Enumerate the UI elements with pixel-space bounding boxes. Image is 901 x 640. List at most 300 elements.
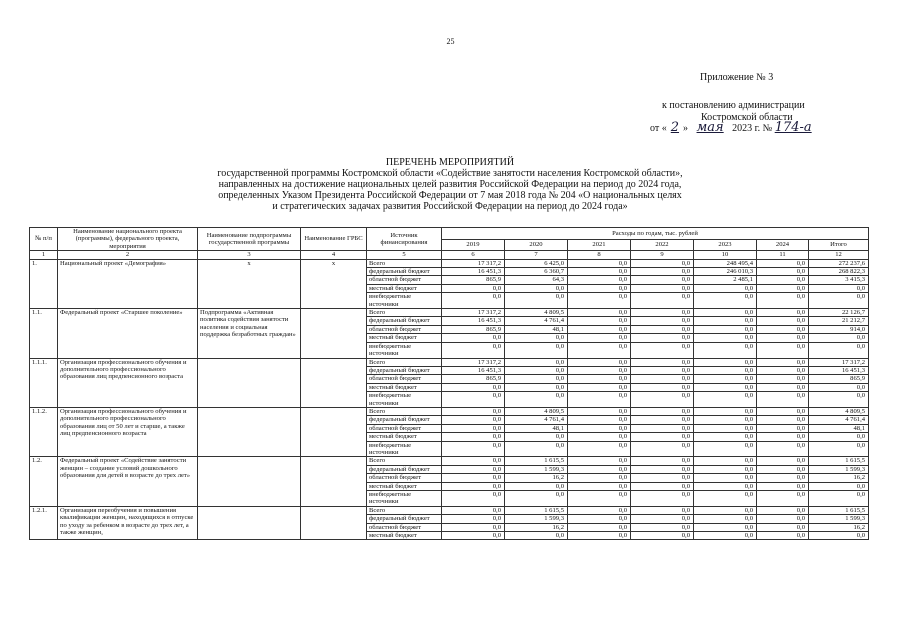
- expense-value: 64,3: [505, 276, 568, 284]
- grbs-name: [301, 457, 367, 506]
- expense-value: 0,0: [757, 276, 809, 284]
- expense-value: 0,0: [631, 284, 694, 292]
- funding-source: федеральный бюджет: [367, 416, 442, 424]
- expense-value: 0,0: [757, 392, 809, 408]
- funding-source: местный бюджет: [367, 284, 442, 292]
- funding-source: федеральный бюджет: [367, 268, 442, 276]
- expense-value: 4 809,5: [505, 407, 568, 415]
- measure-name: Организация профессионального обучения и дополнительного профессионального образования лиц предпенсионного возраста: [58, 358, 198, 407]
- funding-source: Всего: [367, 407, 442, 415]
- expense-value: 0,0: [631, 433, 694, 441]
- funding-source: областной бюджет: [367, 276, 442, 284]
- expense-value: 0,0: [631, 474, 694, 482]
- expense-value: 0,0: [568, 424, 631, 432]
- expense-value: 0,0: [568, 259, 631, 267]
- expense-value: 0,0: [631, 506, 694, 514]
- expense-value: 865,9: [809, 375, 869, 383]
- expense-value: 0,0: [809, 284, 869, 292]
- expense-value: 0,0: [505, 441, 568, 457]
- header-expenses: Расходы по годам, тыс. рублей: [442, 228, 869, 240]
- expense-value: 0,0: [694, 293, 757, 309]
- expense-value: 0,0: [442, 424, 505, 432]
- expense-value: 0,0: [809, 433, 869, 441]
- funding-source: внебюджетные источники: [367, 392, 442, 408]
- title-line-3: определенных Указом Президента Российской Федерации от 7 мая 2018 года № 204 «О национальных целях: [218, 190, 682, 201]
- expense-value: 0,0: [694, 309, 757, 317]
- expense-value: 0,0: [631, 424, 694, 432]
- expense-value: 0,0: [631, 268, 694, 276]
- expense-value: 21 212,7: [809, 317, 869, 325]
- expense-value: 0,0: [631, 259, 694, 267]
- funding-source: Всего: [367, 506, 442, 514]
- expense-value: 0,0: [631, 416, 694, 424]
- expense-value: 0,0: [568, 532, 631, 540]
- expense-value: 16 451,3: [442, 366, 505, 374]
- expense-value: 4 809,5: [505, 309, 568, 317]
- expense-value: 0,0: [631, 375, 694, 383]
- funding-source: федеральный бюджет: [367, 317, 442, 325]
- header-year: 2019: [442, 239, 505, 251]
- column-number: 7: [505, 251, 568, 259]
- expense-value: 0,0: [757, 441, 809, 457]
- expense-value: 0,0: [694, 383, 757, 391]
- funding-source: местный бюджет: [367, 532, 442, 540]
- header-year: 2023: [694, 239, 757, 251]
- expense-value: 2 485,1: [694, 276, 757, 284]
- expense-value: 4 809,5: [809, 407, 869, 415]
- expense-value: 0,0: [757, 407, 809, 415]
- expense-value: 0,0: [809, 491, 869, 507]
- expense-value: 0,0: [505, 342, 568, 358]
- expense-value: 17 317,2: [809, 358, 869, 366]
- expense-value: 0,0: [809, 441, 869, 457]
- expense-value: 0,0: [757, 358, 809, 366]
- expense-value: 0,0: [694, 325, 757, 333]
- header-name: Наименование национального проекта (программы), федерального проекта, мероприятия: [58, 228, 198, 251]
- expense-value: 0,0: [442, 441, 505, 457]
- expense-value: 0,0: [631, 383, 694, 391]
- expense-value: 0,0: [442, 482, 505, 490]
- expense-value: 0,0: [757, 317, 809, 325]
- expense-value: 248 495,4: [694, 259, 757, 267]
- expense-value: 16,2: [505, 474, 568, 482]
- subprogram-name: Подпрограмма «Активная политика содействия занятости населения и социальная поддержка безработных граждан»: [198, 309, 301, 358]
- expense-value: 0,0: [757, 532, 809, 540]
- date-prefix: от «: [650, 123, 667, 134]
- expense-value: 0,0: [694, 457, 757, 465]
- annex-title: Приложение № 3: [700, 72, 774, 83]
- expense-value: 0,0: [631, 293, 694, 309]
- column-number: 3: [198, 251, 301, 259]
- column-number: 9: [631, 251, 694, 259]
- expense-value: 0,0: [568, 334, 631, 342]
- expense-value: 0,0: [568, 416, 631, 424]
- expense-value: 0,0: [757, 416, 809, 424]
- expense-value: 0,0: [694, 334, 757, 342]
- expense-value: 16,2: [809, 523, 869, 531]
- expense-value: 0,0: [694, 424, 757, 432]
- expense-value: 0,0: [757, 325, 809, 333]
- header-grbs: Наименование ГРБС: [301, 228, 367, 251]
- row-number: 1.1.2.: [30, 407, 58, 456]
- expense-value: 0,0: [757, 424, 809, 432]
- column-number: 1: [30, 251, 58, 259]
- annex-date: [650, 120, 880, 135]
- expense-value: 48,1: [809, 424, 869, 432]
- expense-value: 0,0: [568, 441, 631, 457]
- funding-source: Всего: [367, 457, 442, 465]
- expense-value: 17 317,2: [442, 309, 505, 317]
- expense-value: 0,0: [505, 433, 568, 441]
- expense-value: 0,0: [694, 441, 757, 457]
- expense-value: 1 615,5: [505, 457, 568, 465]
- expense-value: 0,0: [631, 392, 694, 408]
- expense-value: 0,0: [505, 491, 568, 507]
- expense-value: 0,0: [568, 474, 631, 482]
- measure-name: Федеральный проект «Старшее поколение»: [58, 309, 198, 358]
- expense-value: 0,0: [568, 392, 631, 408]
- expense-value: 0,0: [809, 342, 869, 358]
- funding-source: областной бюджет: [367, 325, 442, 333]
- subprogram-name: [198, 407, 301, 456]
- expense-value: 0,0: [757, 375, 809, 383]
- expense-value: 0,0: [757, 268, 809, 276]
- column-number: 5: [367, 251, 442, 259]
- expense-value: 0,0: [757, 259, 809, 267]
- expense-value: 0,0: [757, 284, 809, 292]
- expense-value: 0,0: [505, 366, 568, 374]
- expense-value: 0,0: [694, 506, 757, 514]
- expense-value: 0,0: [631, 358, 694, 366]
- expense-value: 1 615,5: [505, 506, 568, 514]
- expense-value: 0,0: [568, 482, 631, 490]
- expense-value: 0,0: [505, 293, 568, 309]
- expense-value: 1 599,3: [505, 465, 568, 473]
- expense-value: 0,0: [568, 375, 631, 383]
- expense-value: 0,0: [631, 334, 694, 342]
- expense-value: 16 451,3: [442, 268, 505, 276]
- expense-value: 0,0: [757, 309, 809, 317]
- funding-source: местный бюджет: [367, 334, 442, 342]
- table-row: [30, 358, 869, 366]
- expense-value: 0,0: [694, 523, 757, 531]
- expense-value: 0,0: [694, 407, 757, 415]
- expense-value: 0,0: [694, 284, 757, 292]
- expense-value: 0,0: [757, 293, 809, 309]
- expense-value: 0,0: [757, 366, 809, 374]
- expense-value: 914,0: [809, 325, 869, 333]
- expense-value: 272 237,6: [809, 259, 869, 267]
- title-heading: ПЕРЕЧЕНЬ МЕРОПРИЯТИЙ: [385, 157, 515, 168]
- expense-value: 4 761,4: [809, 416, 869, 424]
- funding-source: областной бюджет: [367, 424, 442, 432]
- expense-value: 0,0: [757, 506, 809, 514]
- grbs-name: [301, 358, 367, 407]
- expense-value: 0,0: [568, 325, 631, 333]
- expense-value: 4 761,4: [505, 416, 568, 424]
- expense-value: 0,0: [694, 358, 757, 366]
- expense-value: 0,0: [631, 465, 694, 473]
- table-row: [30, 259, 869, 267]
- expense-value: 0,0: [809, 392, 869, 408]
- funding-source: Всего: [367, 309, 442, 317]
- header-source: Источник финансирования: [367, 228, 442, 251]
- header-year: 2024: [757, 239, 809, 251]
- expense-value: 0,0: [442, 284, 505, 292]
- expense-value: 0,0: [757, 523, 809, 531]
- expense-value: 0,0: [694, 515, 757, 523]
- expense-value: 0,0: [757, 482, 809, 490]
- expense-value: 3 415,3: [809, 276, 869, 284]
- expense-value: 1 599,3: [505, 515, 568, 523]
- expense-value: 0,0: [809, 532, 869, 540]
- funding-source: федеральный бюджет: [367, 465, 442, 473]
- expense-value: 0,0: [505, 375, 568, 383]
- grbs-name: [301, 309, 367, 358]
- title-line-2: направленных на достижение национальных целей развития Российской Федерации на период до 2024 года,: [218, 179, 682, 190]
- expense-value: 0,0: [442, 392, 505, 408]
- expense-value: 0,0: [694, 474, 757, 482]
- funding-source: внебюджетные источники: [367, 441, 442, 457]
- expense-value: 0,0: [631, 325, 694, 333]
- expense-value: 0,0: [442, 293, 505, 309]
- expense-value: 0,0: [694, 366, 757, 374]
- measure-name: Национальный проект «Демография»: [58, 259, 198, 308]
- expense-value: 0,0: [694, 482, 757, 490]
- expense-value: 0,0: [631, 317, 694, 325]
- expense-value: 268 822,3: [809, 268, 869, 276]
- expense-value: 0,0: [631, 276, 694, 284]
- expense-value: 0,0: [568, 366, 631, 374]
- expense-value: 0,0: [442, 457, 505, 465]
- row-number: 1.: [30, 259, 58, 308]
- date-month: мая: [696, 120, 724, 135]
- funding-source: внебюджетные источники: [367, 342, 442, 358]
- expense-value: 0,0: [568, 523, 631, 531]
- grbs-name: [301, 407, 367, 456]
- measures-table: [29, 227, 869, 540]
- expense-value: 0,0: [442, 334, 505, 342]
- annex-line-1: к постановлению администрации: [662, 100, 805, 111]
- expense-value: 0,0: [442, 506, 505, 514]
- expense-value: 0,0: [442, 416, 505, 424]
- expense-value: 0,0: [568, 433, 631, 441]
- expense-value: 0,0: [694, 433, 757, 441]
- table-row: [30, 407, 869, 415]
- expense-value: 0,0: [757, 491, 809, 507]
- expense-value: 48,1: [505, 325, 568, 333]
- grbs-name: [301, 506, 367, 540]
- expense-value: 17 317,2: [442, 259, 505, 267]
- expense-value: 0,0: [568, 383, 631, 391]
- expense-value: 0,0: [442, 491, 505, 507]
- measure-name: Организация профессионального обучения и дополнительного профессионального образования лиц от 50 лет и старше, а также лиц предпенсионного возраста: [58, 407, 198, 456]
- expense-value: 48,1: [505, 424, 568, 432]
- expense-value: 0,0: [631, 366, 694, 374]
- grbs-name: х: [301, 259, 367, 308]
- document-title: [150, 157, 750, 212]
- expense-value: 0,0: [442, 515, 505, 523]
- title-line-4: и стратегических задачах развития Российской Федерации на период до 2024 года»: [272, 201, 628, 212]
- expense-value: 16,2: [809, 474, 869, 482]
- expense-value: 246 010,3: [694, 268, 757, 276]
- expense-value: 0,0: [694, 375, 757, 383]
- expense-value: 0,0: [757, 334, 809, 342]
- title-line-1: государственной программы Костромской области «Содействие занятости населения Костромской области»,: [217, 168, 683, 179]
- expense-value: 0,0: [568, 465, 631, 473]
- expense-value: 0,0: [568, 276, 631, 284]
- expense-value: 0,0: [505, 284, 568, 292]
- column-number: 12: [809, 251, 869, 259]
- expense-value: 0,0: [757, 474, 809, 482]
- funding-source: областной бюджет: [367, 375, 442, 383]
- expense-value: 0,0: [757, 465, 809, 473]
- expense-value: 0,0: [694, 465, 757, 473]
- expense-value: 0,0: [568, 491, 631, 507]
- expense-value: 0,0: [694, 416, 757, 424]
- funding-source: внебюджетные источники: [367, 293, 442, 309]
- expense-value: 0,0: [809, 293, 869, 309]
- expense-value: 16 451,3: [442, 317, 505, 325]
- column-number: 2: [58, 251, 198, 259]
- expense-value: 1 599,3: [809, 515, 869, 523]
- expense-value: 0,0: [694, 317, 757, 325]
- expense-value: 865,9: [442, 325, 505, 333]
- table-row: [30, 309, 869, 317]
- expense-value: 22 126,7: [809, 309, 869, 317]
- subprogram-name: [198, 457, 301, 506]
- expense-value: 0,0: [694, 342, 757, 358]
- funding-source: областной бюджет: [367, 474, 442, 482]
- date-number: 174-а: [774, 120, 812, 135]
- expense-value: 16 451,3: [809, 366, 869, 374]
- expense-value: 0,0: [757, 515, 809, 523]
- column-number: 11: [757, 251, 809, 259]
- annex-line-2: Костромской области: [701, 112, 793, 123]
- expense-value: 0,0: [568, 293, 631, 309]
- expense-value: 0,0: [631, 532, 694, 540]
- expense-value: 6 425,0: [505, 259, 568, 267]
- expense-value: 0,0: [568, 268, 631, 276]
- expense-value: 0,0: [442, 465, 505, 473]
- expense-value: 0,0: [568, 309, 631, 317]
- expense-value: 0,0: [694, 491, 757, 507]
- funding-source: федеральный бюджет: [367, 366, 442, 374]
- expense-value: 0,0: [505, 334, 568, 342]
- date-day: 2: [670, 120, 680, 135]
- header-num: № п/п: [30, 228, 58, 251]
- expense-value: 1 599,3: [809, 465, 869, 473]
- expense-value: 0,0: [505, 358, 568, 366]
- expense-value: 0,0: [568, 284, 631, 292]
- header-year: Итого: [809, 239, 869, 251]
- expense-value: 0,0: [757, 342, 809, 358]
- expense-value: 0,0: [442, 523, 505, 531]
- expense-value: 0,0: [631, 523, 694, 531]
- expense-value: 0,0: [568, 457, 631, 465]
- expense-value: 865,9: [442, 375, 505, 383]
- expense-value: 0,0: [442, 407, 505, 415]
- expense-value: 0,0: [568, 506, 631, 514]
- expense-value: 0,0: [631, 407, 694, 415]
- expense-value: 0,0: [757, 457, 809, 465]
- funding-source: местный бюджет: [367, 433, 442, 441]
- date-mid: »: [683, 123, 689, 134]
- funding-source: Всего: [367, 259, 442, 267]
- expense-value: 0,0: [631, 309, 694, 317]
- measure-name: Организация переобучения и повышения квалификации женщин, находящихся в отпуске по уходу за ребенком в возрасте до трех лет, а также женщин,: [58, 506, 198, 540]
- expense-value: 0,0: [505, 532, 568, 540]
- table-row: [30, 457, 869, 465]
- row-number: 1.1.1.: [30, 358, 58, 407]
- expense-value: 0,0: [631, 457, 694, 465]
- table-row: [30, 506, 869, 514]
- expense-value: 17 317,2: [442, 358, 505, 366]
- expense-value: 0,0: [505, 392, 568, 408]
- expense-value: 0,0: [809, 383, 869, 391]
- expense-value: 0,0: [442, 383, 505, 391]
- measure-name: Федеральный проект «Содействие занятости женщин – создание условий дошкольного образования для детей в возрасте до трех лет»: [58, 457, 198, 506]
- header-year: 2022: [631, 239, 694, 251]
- date-year: 2023 г. №: [732, 123, 773, 134]
- expense-value: 0,0: [505, 482, 568, 490]
- row-number: 1.1.: [30, 309, 58, 358]
- subprogram-name: [198, 506, 301, 540]
- expense-value: 1 615,5: [809, 457, 869, 465]
- expense-value: 0,0: [631, 515, 694, 523]
- expense-value: 0,0: [568, 407, 631, 415]
- expense-value: 0,0: [809, 334, 869, 342]
- expense-value: 0,0: [757, 383, 809, 391]
- row-number: 1.2.1.: [30, 506, 58, 540]
- expense-value: 0,0: [631, 482, 694, 490]
- header-year: 2021: [568, 239, 631, 251]
- expense-value: 16,2: [505, 523, 568, 531]
- expense-value: 6 360,7: [505, 268, 568, 276]
- funding-source: Всего: [367, 358, 442, 366]
- expense-value: 0,0: [568, 515, 631, 523]
- funding-source: областной бюджет: [367, 523, 442, 531]
- expense-value: 0,0: [757, 433, 809, 441]
- column-number: 4: [301, 251, 367, 259]
- funding-source: федеральный бюджет: [367, 515, 442, 523]
- expense-value: 0,0: [568, 342, 631, 358]
- expense-value: 0,0: [694, 392, 757, 408]
- page-number: 25: [446, 37, 455, 46]
- expense-value: 0,0: [442, 342, 505, 358]
- header-subprogram: Наименование подпрограммы государственной программы: [198, 228, 301, 251]
- funding-source: внебюджетные источники: [367, 491, 442, 507]
- expense-value: 1 615,5: [809, 506, 869, 514]
- expense-value: 0,0: [631, 491, 694, 507]
- expense-value: 0,0: [442, 433, 505, 441]
- subprogram-name: х: [198, 259, 301, 308]
- expense-value: 0,0: [505, 383, 568, 391]
- funding-source: местный бюджет: [367, 383, 442, 391]
- funding-source: местный бюджет: [367, 482, 442, 490]
- expense-value: 0,0: [631, 441, 694, 457]
- expense-value: 865,9: [442, 276, 505, 284]
- expense-value: 0,0: [631, 342, 694, 358]
- expense-value: 0,0: [442, 532, 505, 540]
- column-number: 6: [442, 251, 505, 259]
- expense-value: 0,0: [694, 532, 757, 540]
- expense-value: 0,0: [568, 358, 631, 366]
- row-number: 1.2.: [30, 457, 58, 506]
- header-year: 2020: [505, 239, 568, 251]
- column-number: 8: [568, 251, 631, 259]
- subprogram-name: [198, 358, 301, 407]
